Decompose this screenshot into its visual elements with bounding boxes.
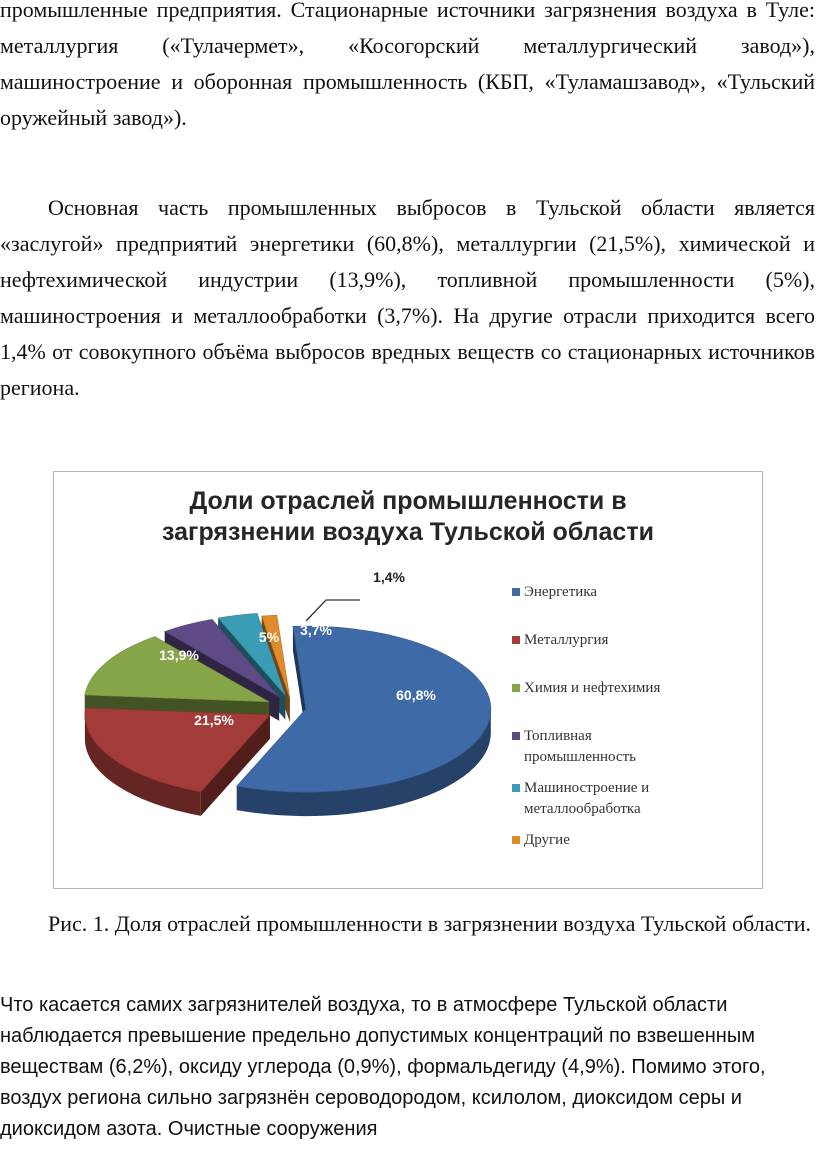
legend-swatch-3 <box>512 684 520 692</box>
figure-caption: Рис. 1. Доля отраслей промышленности в загрязнении воздуха Тульской области. <box>48 911 811 936</box>
legend-item-6 <box>512 830 752 851</box>
data-label-3: 13,9% <box>159 647 199 663</box>
paragraph-emission-shares: Основная часть промышленных выбросов в Тульской области является «заслугой» предприятий энергетики (60,8%), металлургии (21,5%), химической и нефтехимической индустрии (13,9%), топливной промышленности (5%), машиностроения и металлообработки (3,7%). На другие отрасли приходится всего 1,4% от совокупного объёма выбросов вредных веществ со стационарных источников региона. <box>0 195 815 400</box>
legend-label-5-line-1: Машиностроение и <box>524 780 650 796</box>
legend-swatch-1 <box>512 588 520 596</box>
legend-label-4-line-1: Топливная <box>524 728 592 744</box>
paragraph-industrial-sources: промышленные предприятия. Стационарные источники загрязнения воздуха в Туле: металлургия («Тулачермет», «Косогорский металлургический завод»), машиностроение и оборонная промышленность (КБП, «Туламашзавод», «Тульский оружейный завод»). <box>0 0 815 130</box>
data-label-6: 1,4% <box>373 569 405 585</box>
paragraph-pollutants: Что касается самих загрязнителей воздуха, то в атмосфере Тульской области наблюдается превышение предельно допустимых концентраций по взвешенным веществам (6,2%), оксиду углерода (0,9%), формальдегиду (4,9%). Помимо этого, воздух региона сильно загрязнён сероводородом, ксилолом, диоксидом серы и диоксидом азота. Очистные сооружения <box>0 994 766 1140</box>
legend-item-3 <box>512 678 752 699</box>
chart-title-line-1: Доли отраслей промышленности в <box>189 487 627 515</box>
legend-label-2-line-1: Металлургия <box>524 632 609 648</box>
legend-label-4-line-2: промышленность <box>524 749 636 765</box>
legend-label-1-line-1: Энергетика <box>524 584 598 600</box>
data-label-2: 21,5% <box>194 712 234 728</box>
legend-swatch-2 <box>512 636 520 644</box>
chart-title-line-2: загрязнении воздуха Тульской области <box>162 518 654 546</box>
legend-label-6-line-1: Другие <box>524 832 570 848</box>
legend-swatch-4 <box>512 732 520 740</box>
data-label-1: 60,8% <box>396 687 436 703</box>
legend-item-5 <box>512 778 752 820</box>
data-label-4: 5% <box>258 629 280 645</box>
legend-item-2 <box>512 630 752 651</box>
legend-label-5-line-2: металлообработка <box>524 801 641 817</box>
legend-swatch-6 <box>512 836 520 844</box>
legend-label-3-line-1: Химия и нефтехимия <box>524 680 661 696</box>
pie-chart-figure <box>53 471 763 889</box>
legend-item-1 <box>512 582 752 603</box>
data-label-6-leader <box>306 600 360 621</box>
legend-item-4 <box>512 726 752 768</box>
legend-swatch-5 <box>512 784 520 792</box>
data-label-5: 3,7% <box>300 622 332 638</box>
